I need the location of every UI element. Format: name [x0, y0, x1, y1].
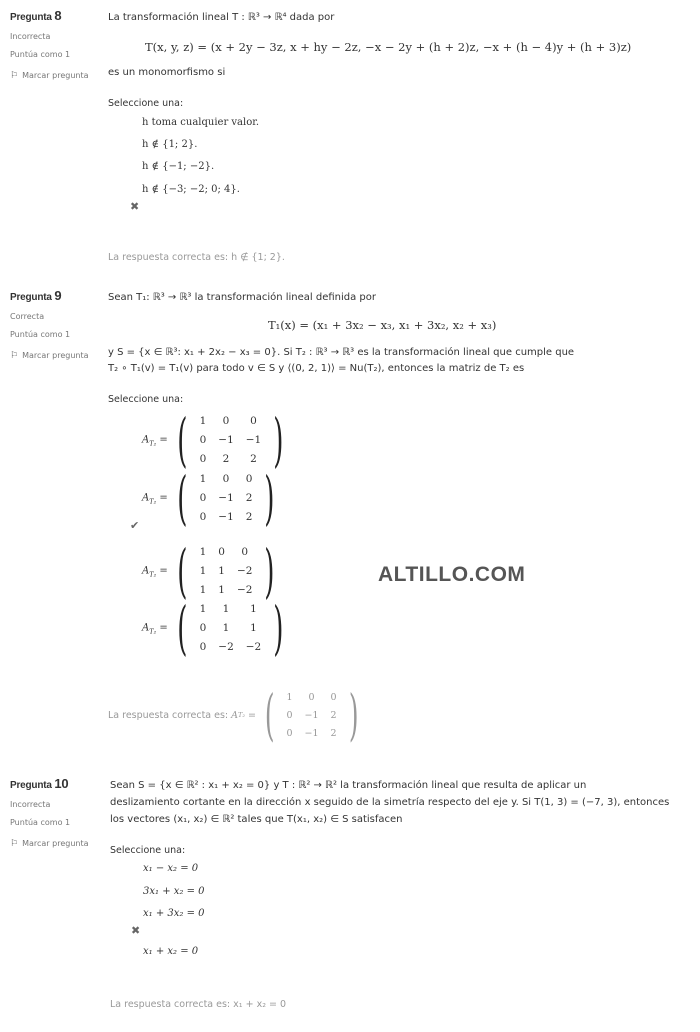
answer-option-d[interactable]: x₁ + x₂ = 0: [143, 946, 199, 957]
question-info-9: [10, 288, 100, 361]
question-info-10: [10, 776, 100, 849]
answer-option-b[interactable]: $A_{T_2}$ = ( 1 0 0 0 −1 2 0 −1 2 ): [142, 464, 281, 532]
answer-option-a[interactable]: x₁ − x₂ = 0: [143, 863, 199, 874]
matrix: ( 1 0 0 0 −1 2 0 −1 2 ): [264, 683, 359, 747]
answer-option-d[interactable]: $A_{T_2}$ = ( 1 1 1 0 1 1 0 −2 −2 ): [142, 594, 290, 662]
question-formula: T(x, y, z) = (x + 2y − 3z, x + hy − 2z, −x − 2y + (h + 2)z, −x + (h − 4)y + (h + 3)z): [145, 40, 632, 54]
question-grade: Puntúa como 1: [10, 818, 71, 827]
question-state: Incorrecta: [10, 32, 51, 41]
correct-answer-feedback: La respuesta correcta es: A T₂ = ( 1 0 0 0 −1 2 0 −1 2 ): [108, 683, 364, 747]
answer-option-c[interactable]: h ∉ {−1; −2}.: [142, 161, 215, 172]
question-number: Pregunta 10: [10, 776, 69, 791]
question-state: Correcta: [10, 312, 45, 321]
incorrect-icon: ✖: [130, 200, 140, 213]
question-statement: Sean T₁: ℝ³ → ℝ³ la transformación lineal definida por: [108, 292, 377, 303]
question-info-8: [10, 8, 100, 81]
correct-answer-feedback: La respuesta correcta es: x₁ + x₂ = 0: [110, 999, 287, 1010]
question-number: Pregunta 8: [10, 8, 62, 23]
question-statement-cont2: los vectores (x₁, x₂) ∈ ℝ² tales que T(x₁, x₂) ∈ S satisfacen: [110, 814, 403, 825]
question-content-8: [108, 10, 683, 26]
correct-icon: ✔: [130, 519, 140, 532]
question-statement: Sean S = {x ∈ ℝ² : x₁ + x₂ = 0} y T : ℝ² → ℝ² la transformación lineal que resulta de aplicar un: [110, 780, 587, 791]
answer-option-b[interactable]: h ∉ {1; 2}.: [142, 139, 198, 150]
matrix: ( 1 0 0 0 −1 2 0 −1 2 ): [177, 464, 275, 532]
matrix: ( 1 0 0 1 1 −2 1 1 −2 ): [177, 537, 275, 605]
answer-option-c[interactable]: $A_{T_2}$ = ( 1 0 0 1 1 −2 1 1 −2 ): [142, 537, 281, 605]
question-statement-cont: deslizamiento cortante en la dirección x seguido de la simetría respecto del eje y. Si T(1, 3) = (−7, 3), entonces: [110, 797, 670, 808]
question-statement: La transformación lineal T : ℝ³ → ℝ⁴ dada por: [108, 12, 335, 23]
flag-question-button[interactable]: ⚐ Marcar pregunta: [10, 839, 89, 849]
answer-option-a[interactable]: h toma cualquier valor.: [142, 117, 260, 128]
question-number: Pregunta 9: [10, 288, 62, 303]
select-prompt: Seleccione una:: [108, 98, 184, 109]
flag-question-button[interactable]: ⚐ Marcar pregunta: [10, 351, 89, 361]
answer-option-d[interactable]: h ∉ {−3; −2; 0; 4}.: [142, 184, 240, 195]
watermark: ALTILLO.COM: [378, 563, 526, 586]
question-formula: T₁(x) = (x₁ + 3x₂ − x₃, x₁ + 3x₂, x₂ + x₃): [268, 318, 497, 332]
question-statement-cont: es un monomorfismo si: [108, 67, 226, 78]
flag-icon: ⚐: [10, 351, 19, 361]
question-state: Incorrecta: [10, 800, 51, 809]
matrix: ( 1 1 1 0 1 1 0 −2 −2 ): [177, 594, 284, 662]
select-prompt: Seleccione una:: [110, 845, 186, 856]
question-grade: Puntúa como 1: [10, 50, 71, 59]
matrix: ( 1 0 0 0 −1 −1 0 2 2 ): [177, 406, 284, 474]
answer-option-a[interactable]: $A_{T_2}$ = ( 1 0 0 0 −1 −1 0 2 2 ): [142, 406, 290, 474]
question-statement-cont2: T₂ ∘ T₁(v) = T₁(v) para todo v ∈ S y ⟨(0, 2, 1)⟩ = Nu(T₂), entonces la matriz de T₂ es: [108, 363, 525, 374]
flag-icon: ⚐: [10, 71, 19, 81]
answer-option-b[interactable]: 3x₁ + x₂ = 0: [143, 886, 205, 897]
flag-question-button[interactable]: ⚐ Marcar pregunta: [10, 71, 89, 81]
question-statement-cont: y S = {x ∈ ℝ³: x₁ + 2x₂ − x₃ = 0}. Si T₂ : ℝ³ → ℝ³ es la transformación lineal que cumple que: [108, 347, 575, 358]
incorrect-icon: ✖: [131, 924, 141, 937]
correct-answer-feedback: La respuesta correcta es: h ∉ {1; 2}.: [108, 252, 285, 263]
flag-icon: ⚐: [10, 839, 19, 849]
answer-option-c[interactable]: x₁ + 3x₂ = 0: [143, 908, 205, 919]
question-grade: Puntúa como 1: [10, 330, 71, 339]
select-prompt: Seleccione una:: [108, 394, 184, 405]
